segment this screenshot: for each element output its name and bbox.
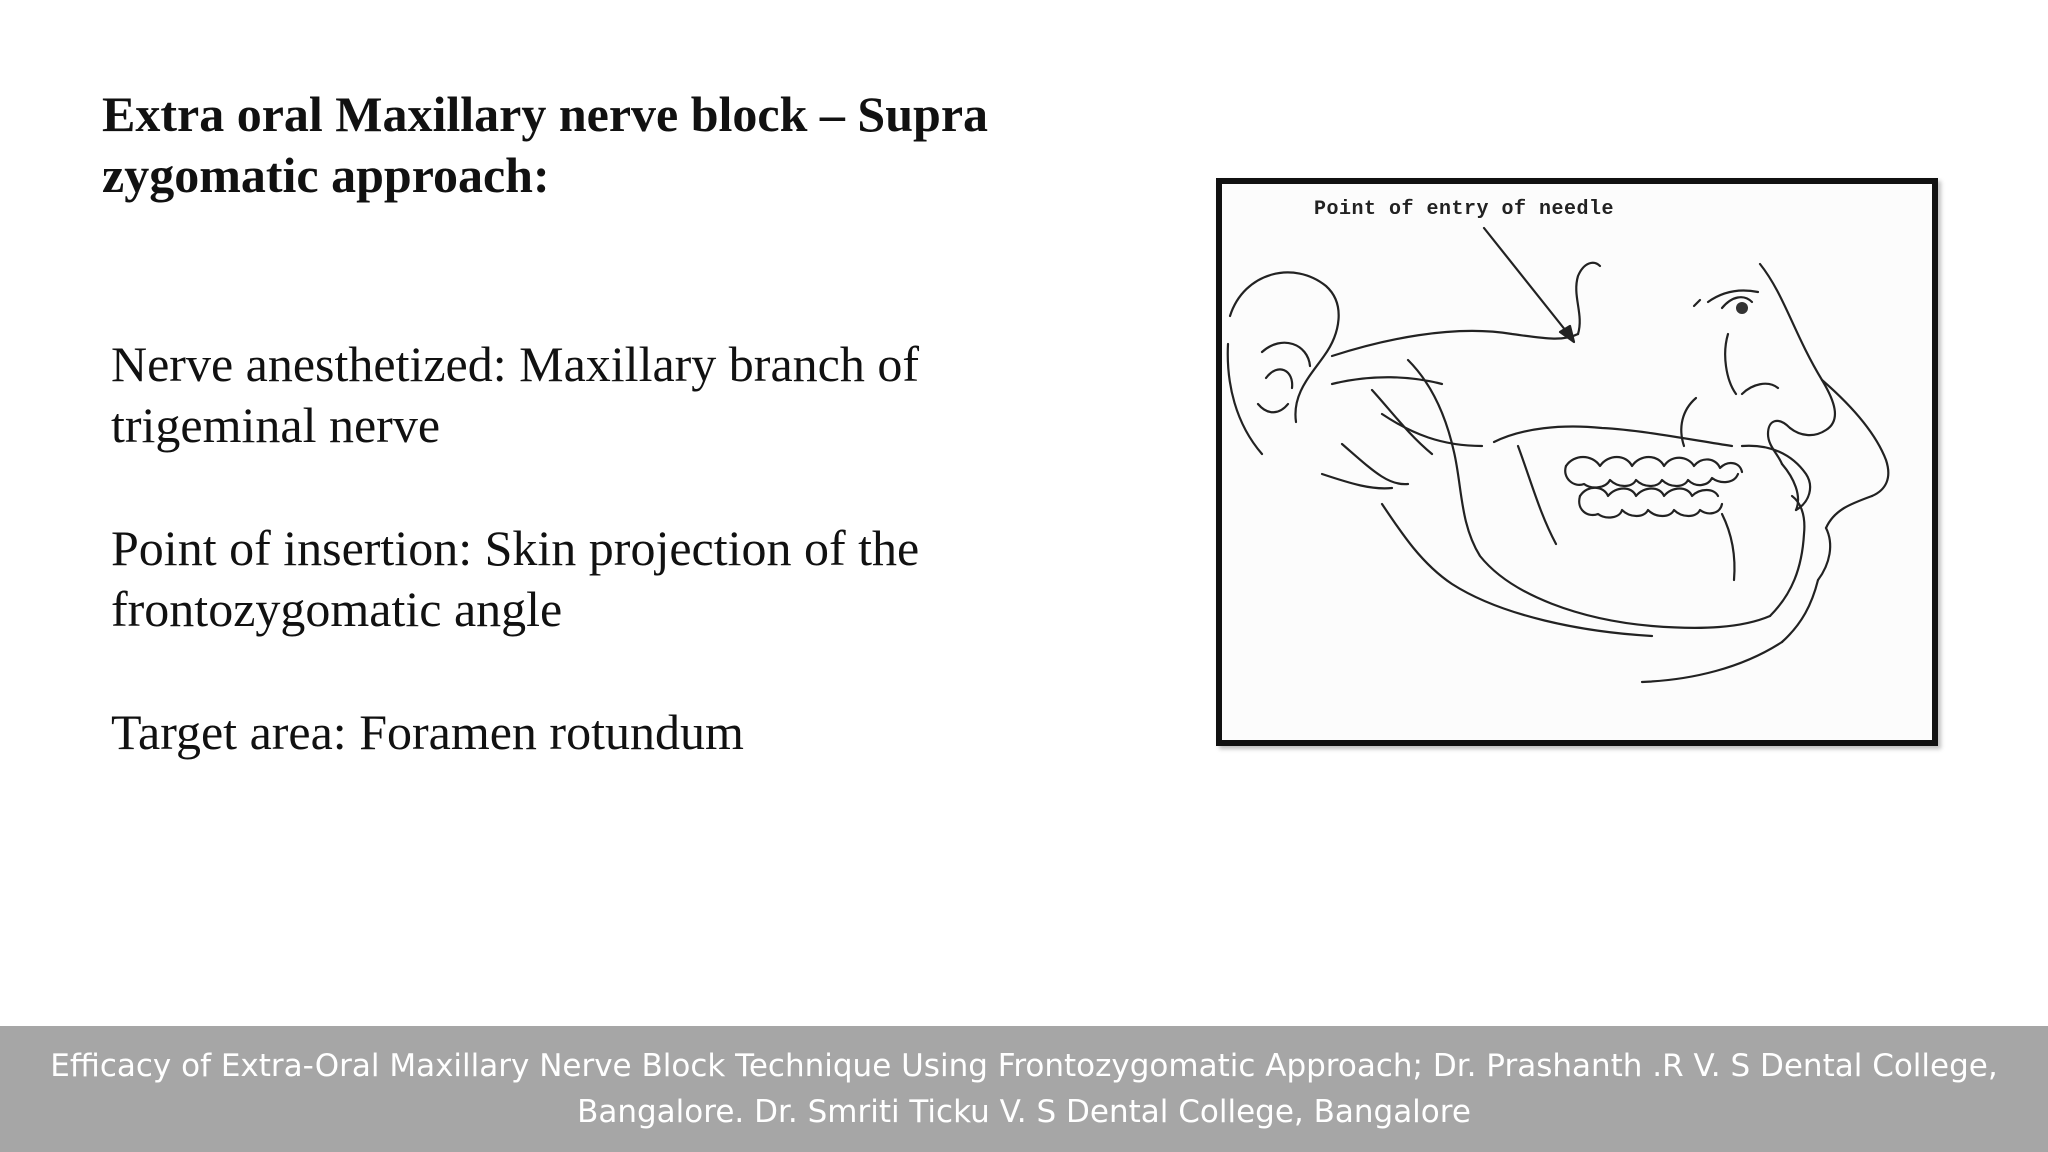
bullet-target-area: Target area: Foramen rotundum <box>111 704 744 760</box>
skull-illustration <box>1216 178 1938 746</box>
citation-footer <box>0 1026 2048 1152</box>
needle-entry-label: Point of entry of needle <box>1314 198 1615 221</box>
skull-drawing <box>1222 184 1932 740</box>
bullet-list <box>111 334 1041 763</box>
citation-text: Efficacy of Extra-Oral Maxillary Nerve Block Technique Using Frontozygomatic Approach; Dr. Prashanth .R V. S Dental College, Bangalore. Dr. Smriti Ticku V. S Dental College, Bangalore <box>50 1048 1998 1130</box>
bullet-point-of-insertion: Point of insertion: Skin projection of the frontozygomatic angle <box>111 520 920 637</box>
slide-title: Extra oral Maxillary nerve block – Supra zygomatic approach: <box>102 86 989 203</box>
needle-arrow-head <box>1560 326 1574 342</box>
ear-outer <box>1230 272 1339 422</box>
needle-arrow-line <box>1484 228 1570 336</box>
bullet-nerve-anesthetized: Nerve anesthetized: Maxillary branch of trigeminal nerve <box>111 336 919 453</box>
